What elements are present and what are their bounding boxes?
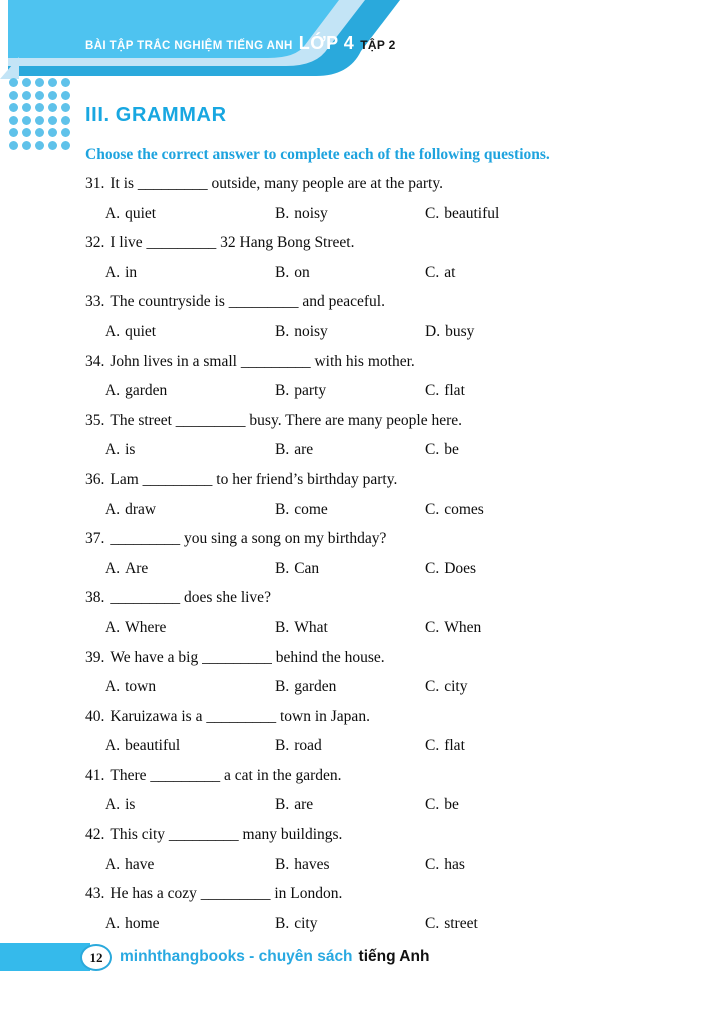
option-a-text: quiet xyxy=(125,322,157,340)
option-b xyxy=(275,731,322,761)
option-a xyxy=(105,672,156,702)
option-a xyxy=(105,495,156,525)
option-a-text: in xyxy=(125,263,138,281)
option-b-text: What xyxy=(294,618,328,636)
question-text: I live _________ 32 Hang Bong Street. xyxy=(110,234,355,252)
option-row xyxy=(85,554,695,584)
question-item xyxy=(85,347,695,406)
question-text: The street _________ busy. There are many people here. xyxy=(110,411,463,429)
option-a xyxy=(105,199,156,229)
question-item xyxy=(85,702,695,761)
option-b xyxy=(275,850,330,880)
option-a-label: A. xyxy=(105,500,121,518)
question-number: 42. xyxy=(85,826,105,844)
question-stem xyxy=(85,820,695,850)
option-c-label: C. xyxy=(425,500,440,518)
question-stem xyxy=(85,406,695,436)
option-c-label: C. xyxy=(425,618,440,636)
instruction-text: Choose the correct answer to complete each of the following questions. xyxy=(85,146,550,163)
option-c-label: C. xyxy=(425,204,440,222)
dot-icon xyxy=(48,116,57,125)
option-b xyxy=(275,495,328,525)
dot-icon xyxy=(61,116,70,125)
option-row xyxy=(85,317,695,347)
section-title: III. GRAMMAR xyxy=(85,104,227,126)
option-row xyxy=(85,909,695,939)
dot-icon xyxy=(22,116,31,125)
option-a-label: A. xyxy=(105,678,121,696)
option-c xyxy=(425,258,455,288)
option-c-text: has xyxy=(444,855,465,873)
option-a xyxy=(105,909,160,939)
option-b xyxy=(275,909,317,939)
dot-icon xyxy=(48,91,57,100)
dot-icon xyxy=(22,141,31,150)
option-c-text: be xyxy=(444,441,459,459)
option-a-label: A. xyxy=(105,322,121,340)
option-c-text: comes xyxy=(444,500,484,518)
option-c xyxy=(425,199,499,229)
option-a xyxy=(105,790,135,820)
question-item xyxy=(85,879,695,938)
option-a-text: Where xyxy=(125,618,167,636)
option-a xyxy=(105,731,180,761)
question-list xyxy=(85,169,695,938)
dot-icon xyxy=(48,103,57,112)
option-a-label: A. xyxy=(105,914,121,932)
option-c-label: C. xyxy=(425,678,440,696)
option-a-label: A. xyxy=(105,618,121,636)
dot-grid xyxy=(9,78,70,150)
option-b-text: road xyxy=(294,737,322,755)
dot-icon xyxy=(35,78,44,87)
option-a-label: A. xyxy=(105,204,121,222)
page-number-badge xyxy=(80,944,112,971)
question-number: 32. xyxy=(85,234,105,252)
option-b xyxy=(275,435,313,465)
dot-icon xyxy=(22,78,31,87)
dot-icon xyxy=(61,103,70,112)
option-b xyxy=(275,790,313,820)
question-text: This city _________ many buildings. xyxy=(110,826,343,844)
series-title: BÀI TẬP TRẮC NGHIỆM TIẾNG ANH xyxy=(85,40,293,52)
option-b-text: come xyxy=(294,500,328,518)
question-item xyxy=(85,465,695,524)
dot-icon xyxy=(48,128,57,137)
option-a xyxy=(105,850,154,880)
question-text: He has a cozy _________ in London. xyxy=(110,885,343,903)
option-c xyxy=(425,435,459,465)
dot-icon xyxy=(35,116,44,125)
question-number: 40. xyxy=(85,707,105,725)
option-a xyxy=(105,258,137,288)
question-number: 38. xyxy=(85,589,105,607)
dot-icon xyxy=(22,91,31,100)
footer-band xyxy=(0,943,90,971)
question-number: 35. xyxy=(85,411,105,429)
dot-icon xyxy=(61,128,70,137)
question-stem xyxy=(85,524,695,554)
option-a-label: A. xyxy=(105,737,121,755)
question-item xyxy=(85,406,695,465)
option-c-text: Does xyxy=(444,559,477,577)
option-a-label: A. xyxy=(105,441,121,459)
option-a-text: have xyxy=(125,855,155,873)
option-row xyxy=(85,258,695,288)
option-row xyxy=(85,435,695,465)
option-c-text: beautiful xyxy=(444,204,500,222)
option-row xyxy=(85,376,695,406)
option-b-label: B. xyxy=(275,737,290,755)
option-b-label: B. xyxy=(275,441,290,459)
option-c xyxy=(425,850,465,880)
option-d-text: busy xyxy=(445,322,475,340)
option-row xyxy=(85,199,695,229)
question-number: 33. xyxy=(85,293,105,311)
option-a xyxy=(105,613,166,643)
question-number: 41. xyxy=(85,766,105,784)
brand-suffix: tiếng Anh xyxy=(358,948,430,965)
option-c-label: C. xyxy=(425,737,440,755)
dot-icon xyxy=(9,141,18,150)
question-stem xyxy=(85,465,695,495)
option-b-label: B. xyxy=(275,382,290,400)
option-c xyxy=(425,376,465,406)
option-a-text: garden xyxy=(125,382,168,400)
option-c xyxy=(425,495,484,525)
question-item xyxy=(85,169,695,228)
option-row xyxy=(85,495,695,525)
dot-icon xyxy=(9,103,18,112)
option-b-text: noisy xyxy=(294,322,328,340)
question-item xyxy=(85,228,695,287)
question-item xyxy=(85,761,695,820)
option-row xyxy=(85,613,695,643)
question-stem xyxy=(85,702,695,732)
question-number: 36. xyxy=(85,470,105,488)
question-text: It is _________ outside, many people are at the party. xyxy=(110,175,443,192)
question-number: 31. xyxy=(85,175,105,192)
dot-icon xyxy=(22,128,31,137)
question-stem xyxy=(85,347,695,377)
option-c xyxy=(425,554,476,584)
option-row xyxy=(85,850,695,880)
option-b-label: B. xyxy=(275,263,290,281)
option-c xyxy=(425,672,467,702)
option-a-label: A. xyxy=(105,559,121,577)
dot-icon xyxy=(22,103,31,112)
question-text: Lam _________ to her friend’s birthday party. xyxy=(110,470,398,488)
question-stem xyxy=(85,169,695,199)
option-b xyxy=(275,317,328,347)
question-stem xyxy=(85,228,695,258)
option-a-text: Are xyxy=(125,559,149,577)
option-b-label: B. xyxy=(275,322,290,340)
option-b-text: Can xyxy=(294,559,320,577)
question-text: We have a big _________ behind the house. xyxy=(110,648,385,666)
option-c-text: be xyxy=(444,796,459,814)
option-a-label: A. xyxy=(105,382,121,400)
option-a-text: is xyxy=(125,796,136,814)
dot-icon xyxy=(61,141,70,150)
dot-icon xyxy=(35,141,44,150)
question-item xyxy=(85,583,695,642)
question-item xyxy=(85,820,695,879)
option-c-label: C. xyxy=(425,263,440,281)
page-number: 12 xyxy=(89,949,103,965)
option-b xyxy=(275,376,326,406)
option-row xyxy=(85,731,695,761)
option-b-label: B. xyxy=(275,500,290,518)
option-b-label: B. xyxy=(275,559,290,577)
option-b-label: B. xyxy=(275,678,290,696)
footer-brand xyxy=(120,943,429,971)
question-stem xyxy=(85,643,695,673)
option-a-label: A. xyxy=(105,855,121,873)
option-a xyxy=(105,317,156,347)
question-text: _________ does she live? xyxy=(110,589,271,607)
dot-icon xyxy=(48,141,57,150)
question-item xyxy=(85,524,695,583)
dot-icon xyxy=(9,128,18,137)
option-b-text: party xyxy=(294,382,327,400)
dot-icon xyxy=(48,78,57,87)
option-c-text: street xyxy=(444,914,478,932)
option-c-text: at xyxy=(444,263,456,281)
option-c-label: C. xyxy=(425,796,440,814)
option-c-label: C. xyxy=(425,559,440,577)
option-a-text: town xyxy=(125,678,157,696)
option-b xyxy=(275,672,336,702)
option-c-text: flat xyxy=(444,382,465,400)
option-b xyxy=(275,554,319,584)
option-c xyxy=(425,909,478,939)
brand-text: minhthangbooks - chuyên sách xyxy=(120,948,353,965)
option-a-text: is xyxy=(125,441,136,459)
option-b-text: city xyxy=(294,914,318,932)
option-c xyxy=(425,613,481,643)
dot-icon xyxy=(61,91,70,100)
question-number: 39. xyxy=(85,648,105,666)
question-stem xyxy=(85,287,695,317)
dot-icon xyxy=(9,116,18,125)
question-stem xyxy=(85,879,695,909)
question-text: The countryside is _________ and peaceful. xyxy=(110,293,385,311)
option-b-text: are xyxy=(294,796,314,814)
option-a-label: A. xyxy=(105,796,121,814)
option-row xyxy=(85,672,695,702)
option-c-text: city xyxy=(444,678,468,696)
option-b xyxy=(275,613,328,643)
option-b-label: B. xyxy=(275,855,290,873)
question-stem xyxy=(85,583,695,613)
option-a xyxy=(105,554,148,584)
dot-icon xyxy=(35,103,44,112)
option-c-label: C. xyxy=(425,441,440,459)
option-c-text: flat xyxy=(444,737,465,755)
option-b-text: on xyxy=(294,263,310,281)
dot-icon xyxy=(61,78,70,87)
option-a xyxy=(105,435,135,465)
option-c xyxy=(425,731,465,761)
option-c-label: C. xyxy=(425,914,440,932)
question-item xyxy=(85,643,695,702)
option-b-label: B. xyxy=(275,914,290,932)
question-stem xyxy=(85,761,695,791)
option-b-text: are xyxy=(294,441,314,459)
option-b xyxy=(275,258,310,288)
book-title xyxy=(85,33,396,54)
option-a-text: home xyxy=(125,914,160,932)
option-b-label: B. xyxy=(275,204,290,222)
question-number: 34. xyxy=(85,352,105,370)
question-number: 37. xyxy=(85,530,105,548)
option-d-label: D. xyxy=(425,322,441,340)
dot-icon xyxy=(9,78,18,87)
question-item xyxy=(85,287,695,346)
option-b-label: B. xyxy=(275,618,290,636)
option-a-text: quiet xyxy=(125,204,157,222)
dot-icon xyxy=(35,91,44,100)
option-c xyxy=(425,790,459,820)
option-a-label: A. xyxy=(105,263,121,281)
volume-label: TẬP 2 xyxy=(360,38,396,52)
option-b-label: B. xyxy=(275,796,290,814)
option-a-text: draw xyxy=(125,500,157,518)
option-c-label: C. xyxy=(425,855,440,873)
dot-icon xyxy=(9,91,18,100)
option-a-text: beautiful xyxy=(125,737,181,755)
option-a xyxy=(105,376,167,406)
question-text: John lives in a small _________ with his mother. xyxy=(110,352,415,370)
option-c-label: C. xyxy=(425,382,440,400)
grade-label: LỚP 4 xyxy=(298,33,355,53)
question-number: 43. xyxy=(85,885,105,903)
question-text: There _________ a cat in the garden. xyxy=(110,766,342,784)
dot-icon xyxy=(35,128,44,137)
option-b-text: garden xyxy=(294,678,337,696)
option-row xyxy=(85,790,695,820)
question-text: Karuizawa is a _________ town in Japan. xyxy=(110,707,370,725)
option-d xyxy=(425,317,474,347)
option-b xyxy=(275,199,328,229)
option-b-text: noisy xyxy=(294,204,328,222)
question-text: _________ you sing a song on my birthday? xyxy=(110,530,387,548)
option-b-text: haves xyxy=(294,855,330,873)
option-c-text: When xyxy=(444,618,482,636)
